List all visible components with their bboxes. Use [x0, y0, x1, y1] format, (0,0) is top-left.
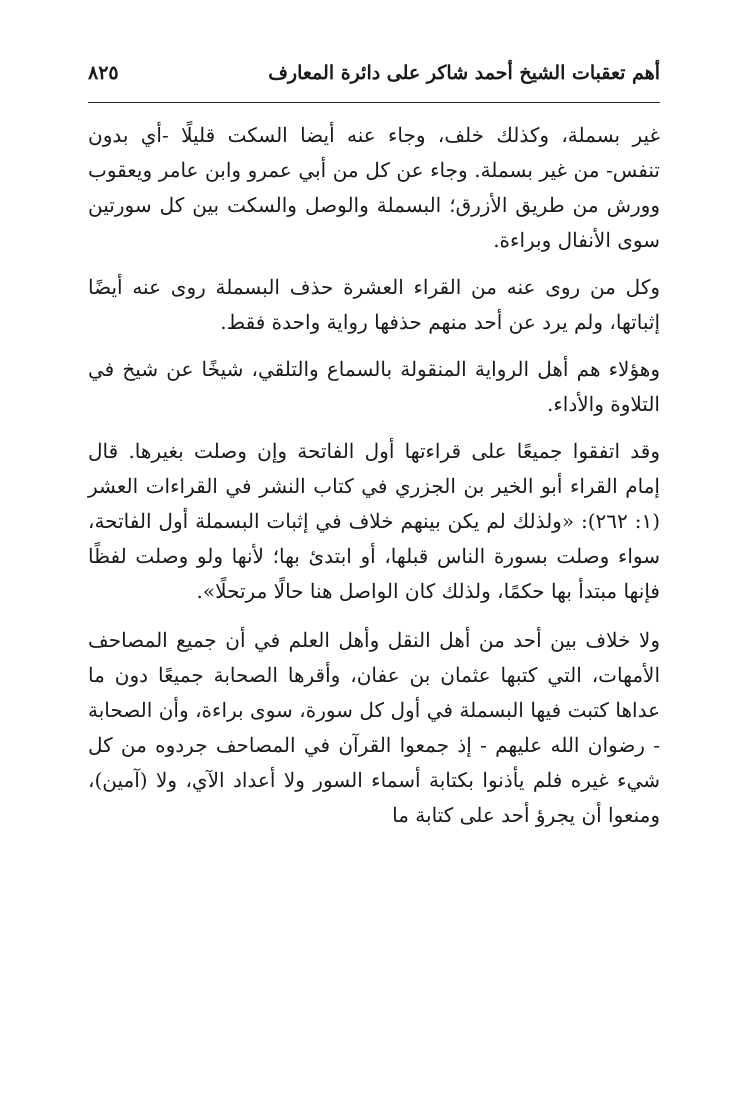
- page-number: ٨٢٥: [88, 62, 119, 84]
- header-rule: [88, 102, 660, 103]
- paragraph-2: وكل من روى عنه من القراء العشرة حذف البسملة روى عنه أيضًا إثباتها، ولم يرد عن أحد منهم حذفها رواية واحدة فقط.: [88, 275, 660, 334]
- running-header: [88, 62, 660, 94]
- running-title: أهم تعقبات الشيخ أحمد شاكر على دائرة المعارف: [268, 62, 660, 84]
- paragraph-5: ولا خلاف بين أحد من أهل النقل وأهل العلم في أن جميع المصاحف الأمهات، التي كتبها عثمان بن عفان، وأقرها الصحابة جميعًا دون ما عداها كتبت فيها البسملة في أول كل سورة، سوى براءة، وأن الصحابة - رضوان الله عليهم - إذ جمعوا القرآن في المصاحف جردوه من كل شيء غيره فلم يأذنوا بكتابة أسماء السور ولا أعداد الآي، ولا (آمين)، ومنعوا أن يجرؤ أحد على كتابة ما: [88, 628, 660, 827]
- paragraph-4: وقد اتفقوا جميعًا على قراءتها أول الفاتحة وإن وصلت بغيرها. قال إمام القراء أبو الخير بن الجزري في كتاب النشر في القراءات العشر (١: ٢٦٢): «ولذلك لم يكن بينهم خلاف في إثبات البسملة أول الفاتحة، سواء وصلت بسورة الناس قبلها، أو ابتدئ بها؛ لأنها ولو وصلت لفظًا فإنها مبتدأ بها حكمًا، ولذلك كان الواصل هنا حالًا مرتحلًا».: [88, 439, 660, 603]
- paragraph-3: وهؤلاء هم أهل الرواية المنقولة بالسماع والتلقي، شيخًا عن شيخ في التلاوة والأداء.: [88, 357, 660, 416]
- paragraph-1: غير بسملة، وكذلك خلف، وجاء عنه أيضا السكت قليلًا -أي بدون تنفس- من غير بسملة. وجاء عن كل من أبي عمرو وابن عامر ويعقوب وورش من طريق الأزرق؛ البسملة والوصل والسكت بين كل سورتين سوى الأنفال وبراءة.: [88, 123, 660, 252]
- body-text: [88, 118, 660, 845]
